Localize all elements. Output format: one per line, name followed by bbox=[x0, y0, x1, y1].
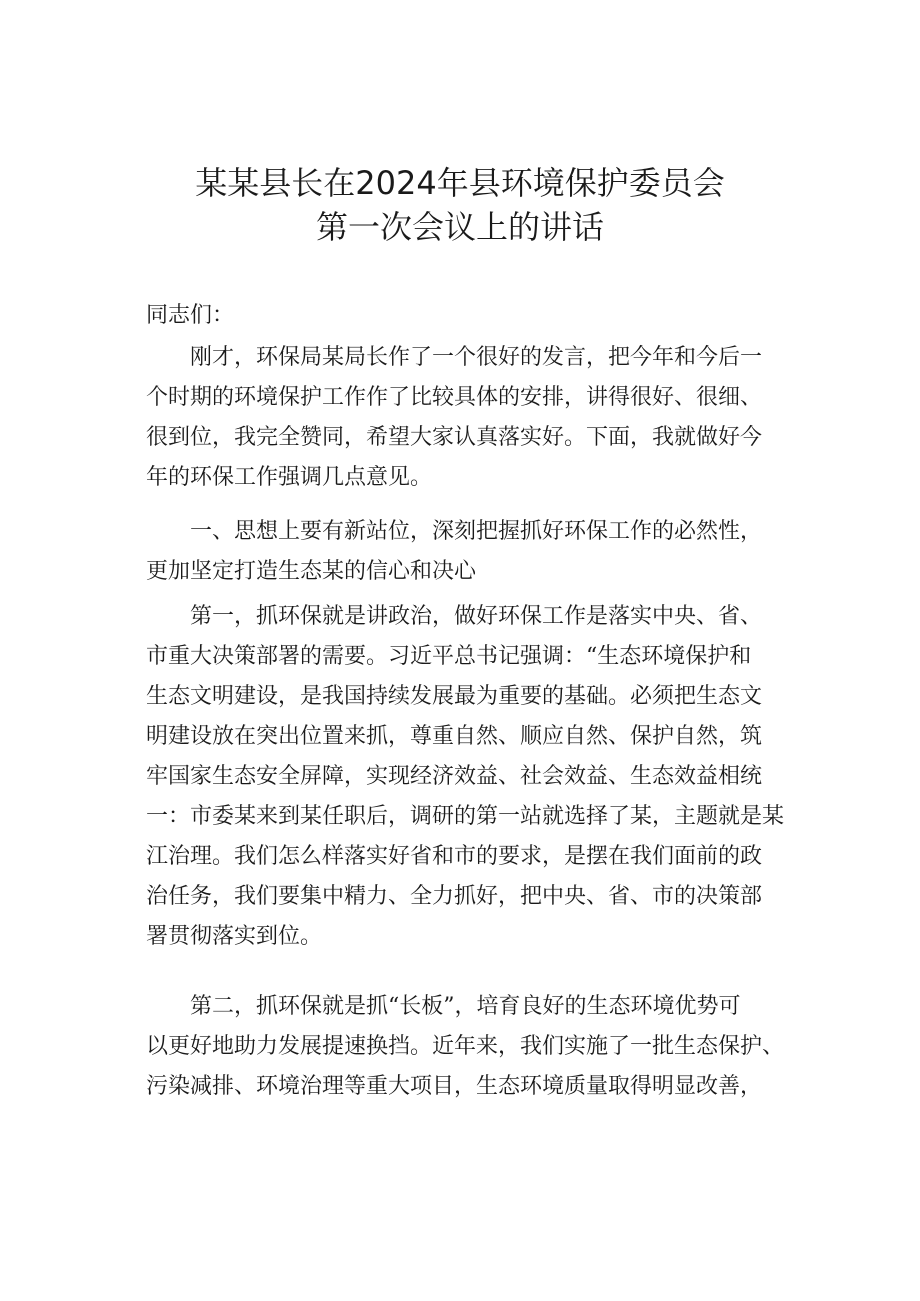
salutation bbox=[146, 296, 806, 336]
paragraph-line: 江治理。我们怎么样落实好省和市的要求，是摆在我们面前的政 bbox=[146, 844, 763, 869]
paragraph-line: 第二，抓环保就是抓“长板”，培育良好的生态环境优势可 bbox=[146, 994, 741, 1019]
section-heading-1 bbox=[146, 512, 806, 592]
paragraph-line: 牢国家生态安全屏障，实现经济效益、社会效益、生态效益相统 bbox=[146, 764, 763, 789]
intro-line: 很到位，我完全赞同，希望大家认真落实好。下面，我就做好今 bbox=[146, 425, 763, 450]
paragraph-line: 治任务，我们要集中精力、全力抓好，把中央、省、市的决策部 bbox=[146, 884, 763, 909]
paragraph-line: 以更好地助力发展提速换挡。近年来，我们实施了一批生态保护、 bbox=[146, 1034, 785, 1059]
paragraph-line: 污染减排、环境治理等重大项目，生态环境质量取得明显改善， bbox=[146, 1074, 763, 1099]
title-line-1: 某某县长在2024年县环境保护委员会 bbox=[195, 164, 725, 202]
intro-line: 刚才，环保局某局长作了一个很好的发言，把今年和今后一 bbox=[146, 345, 763, 370]
title-line-2: 第一次会议上的讲话 bbox=[315, 208, 604, 246]
paragraph-first bbox=[146, 597, 806, 957]
intro-line: 个时期的环境保护工作作了比较具体的安排，讲得很好、很细、 bbox=[146, 385, 763, 410]
salutation-text: 同志们： bbox=[146, 303, 235, 328]
intro-line: 年的环保工作强调几点意见。 bbox=[146, 465, 433, 490]
paragraph-line: 明建设放在突出位置来抓，尊重自然、顺应自然、保护自然，筑 bbox=[146, 724, 763, 749]
paragraph-line: 署贯彻落实到位。 bbox=[146, 924, 323, 949]
heading-line: 更加坚定打造生态某的信心和决心 bbox=[146, 559, 477, 584]
paragraph-line: 一：市委某来到某任职后，调研的第一站就选择了某，主题就是某 bbox=[146, 804, 785, 829]
intro-paragraph bbox=[146, 338, 806, 498]
heading-line: 一、思想上要有新站位，深刻把握抓好环保工作的必然性， bbox=[146, 519, 763, 544]
paragraph-line: 生态文明建设，是我国持续发展最为重要的基础。必须把生态文 bbox=[146, 684, 763, 709]
paragraph-line: 第一，抓环保就是讲政治，做好环保工作是落实中央、省、 bbox=[146, 604, 763, 629]
paragraph-second bbox=[146, 987, 806, 1107]
paragraph-line: 市重大决策部署的需要。习近平总书记强调：“生态环境保护和 bbox=[146, 644, 752, 669]
